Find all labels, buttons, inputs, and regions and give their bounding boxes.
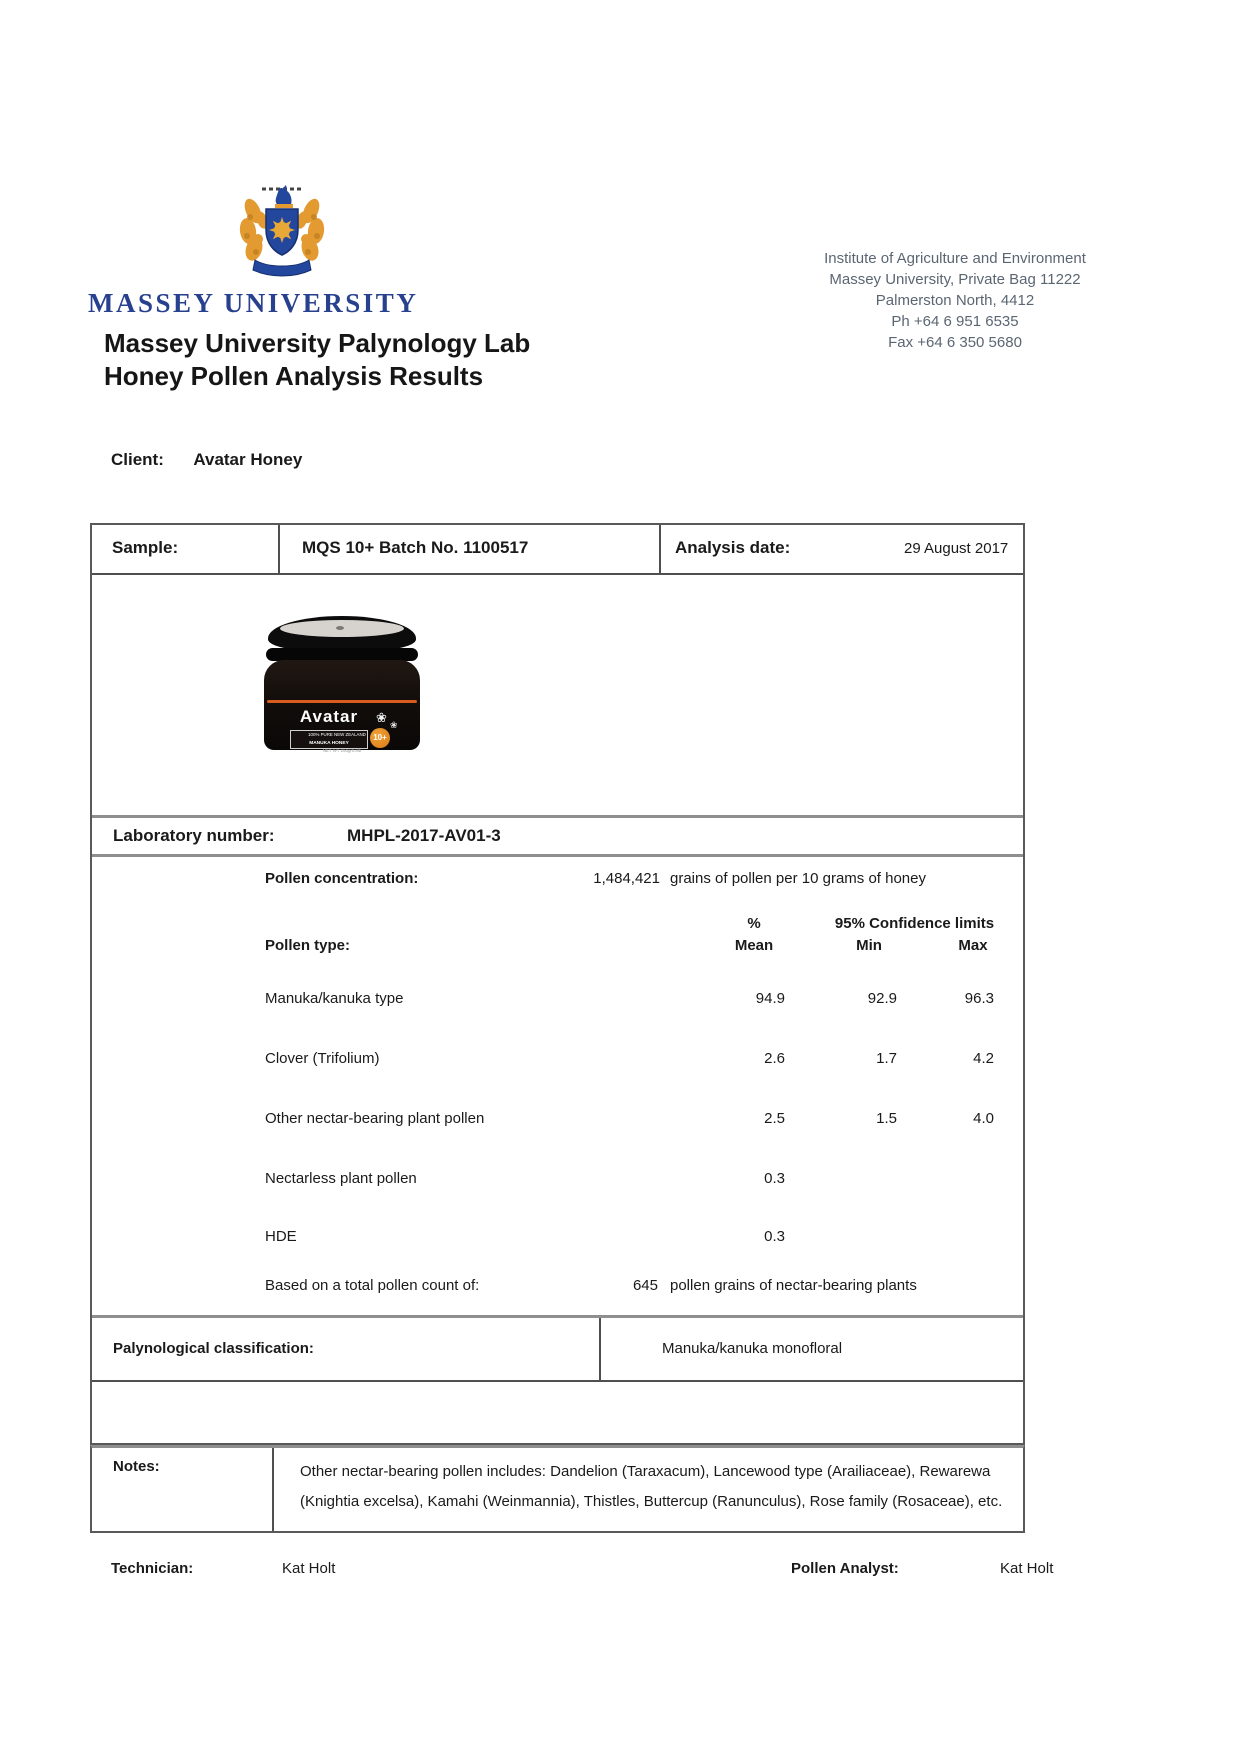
contact-line-institute: Institute of Agriculture and Environment (824, 250, 1086, 267)
sample-value: MQS 10+ Batch No. 1100517 (302, 538, 529, 557)
pollen-type: Nectarless plant pollen (265, 1170, 417, 1187)
col-header-min: Min (856, 937, 882, 954)
pollen-min: 92.9 (867, 990, 897, 1007)
jar-brand-text: Avatar (299, 707, 359, 726)
crest-mantling-right (294, 196, 326, 263)
classification-row (92, 1315, 1023, 1380)
massey-crest-logo (236, 184, 328, 280)
technician-value: Kat Holt (282, 1560, 336, 1577)
jar-umf-badge: 10+ (370, 728, 390, 748)
total-count-unit: pollen grains of nectar-bearing plants (670, 1277, 917, 1294)
sample-label: Sample: (112, 538, 179, 557)
crest-ribbon (253, 260, 311, 276)
pollen-min: 1.7 (876, 1050, 897, 1067)
client-label: Client: (111, 450, 164, 469)
sample-photo-row (92, 575, 1023, 815)
jar-lid-speck (336, 626, 344, 630)
notes-label: Notes: (113, 1458, 160, 1475)
pollen-mean: 94.9 (755, 990, 785, 1007)
university-name: MASSEY UNIVERSITY (88, 288, 419, 318)
jar-net-weight: NET WT 250g/0.8lb (322, 748, 362, 753)
contact-block (770, 248, 1140, 353)
sample-divider-2 (659, 525, 661, 573)
notes-table (90, 1445, 1025, 1533)
technician-label: Technician: (111, 1560, 194, 1577)
lab-title-line1: Massey University Palynology Lab (104, 328, 531, 358)
total-count-label: Based on a total pollen count of: (265, 1277, 480, 1294)
client-line (111, 450, 302, 470)
total-count-value: 645 (632, 1277, 658, 1294)
laboratory-value: MHPL-2017-AV01-3 (347, 826, 501, 845)
lab-title-line2: Honey Pollen Analysis Results (104, 361, 484, 391)
col-header-confidence: 95% Confidence limits (834, 915, 995, 932)
notes-text: Other nectar-bearing pollen includes: Dandelion (Taraxacum), Lancewood type (Arailiaceae), Rewarewa (Knightia excelsa), Kamahi (Weinmannia), Thistles, Buttercup (Ranunculus), Rose family (Rosaceae), etc. (300, 1463, 1003, 1510)
pollen-type: HDE (265, 1228, 297, 1245)
sample-divider-1 (278, 525, 280, 573)
product-photo-jar (264, 610, 420, 753)
contact-line-city: Palmerston North, 4412 (875, 292, 1035, 309)
jar-body (264, 660, 420, 753)
pollen-concentration-label: Pollen concentration: (265, 870, 419, 887)
pollen-analyst-label: Pollen Analyst: (791, 1560, 899, 1577)
analysis-date-value: 29 August 2017 (904, 540, 1009, 557)
pollen-analyst-value: Kat Holt (1000, 1560, 1054, 1577)
contact-line-fax: Fax +64 6 350 5680 (888, 334, 1022, 351)
pollen-concentration-value: 1,484,421 (593, 870, 660, 887)
pollen-type: Other nectar-bearing plant pollen (265, 1110, 485, 1127)
pollen-max: 4.2 (973, 1050, 994, 1067)
jar-label-box (290, 730, 368, 749)
pollen-type: Manuka/kanuka type (265, 990, 404, 1007)
pollen-data-section (92, 857, 1023, 1315)
classification-label: Palynological classification: (113, 1340, 314, 1357)
pollen-max: 4.0 (973, 1110, 994, 1127)
contact-line-phone: Ph +64 6 951 6535 (891, 313, 1019, 330)
classification-divider (599, 1318, 601, 1380)
jar-flower-icon-small: ❀ (390, 720, 398, 730)
pollen-mean: 2.5 (764, 1110, 785, 1127)
laboratory-label: Laboratory number: (113, 826, 275, 845)
pollen-mean: 0.3 (764, 1170, 785, 1187)
laboratory-row (92, 815, 1023, 857)
jar-flower-icon: ❀ (376, 710, 387, 725)
col-header-percent: % (747, 915, 761, 932)
jar-orange-stripe (267, 700, 417, 703)
empty-row (92, 1380, 1023, 1447)
col-header-pollen-type: Pollen type: (265, 937, 351, 954)
col-header-max: Max (958, 937, 988, 954)
notes-divider (272, 1448, 274, 1531)
pollen-mean: 2.6 (764, 1050, 785, 1067)
contact-line-address: Massey University, Private Bag 11222 (829, 271, 1081, 288)
client-value: Avatar Honey (193, 450, 303, 469)
jar-label-line1: 100% PURE NEW ZEALAND (308, 732, 366, 737)
pollen-max: 96.3 (964, 990, 994, 1007)
pollen-concentration-unit: grains of pollen per 10 grams of honey (670, 870, 926, 887)
analysis-date-label: Analysis date: (675, 538, 791, 557)
col-header-mean: Mean (734, 937, 774, 954)
pollen-type: Clover (Trifolium) (265, 1050, 380, 1067)
main-table (90, 523, 1025, 1445)
sample-row (92, 525, 1023, 575)
jar-label-line2: MANUKA HONEY (309, 740, 349, 746)
pollen-min: 1.5 (876, 1110, 897, 1127)
pollen-mean: 0.3 (764, 1228, 785, 1245)
classification-value: Manuka/kanuka monofloral (662, 1340, 843, 1357)
